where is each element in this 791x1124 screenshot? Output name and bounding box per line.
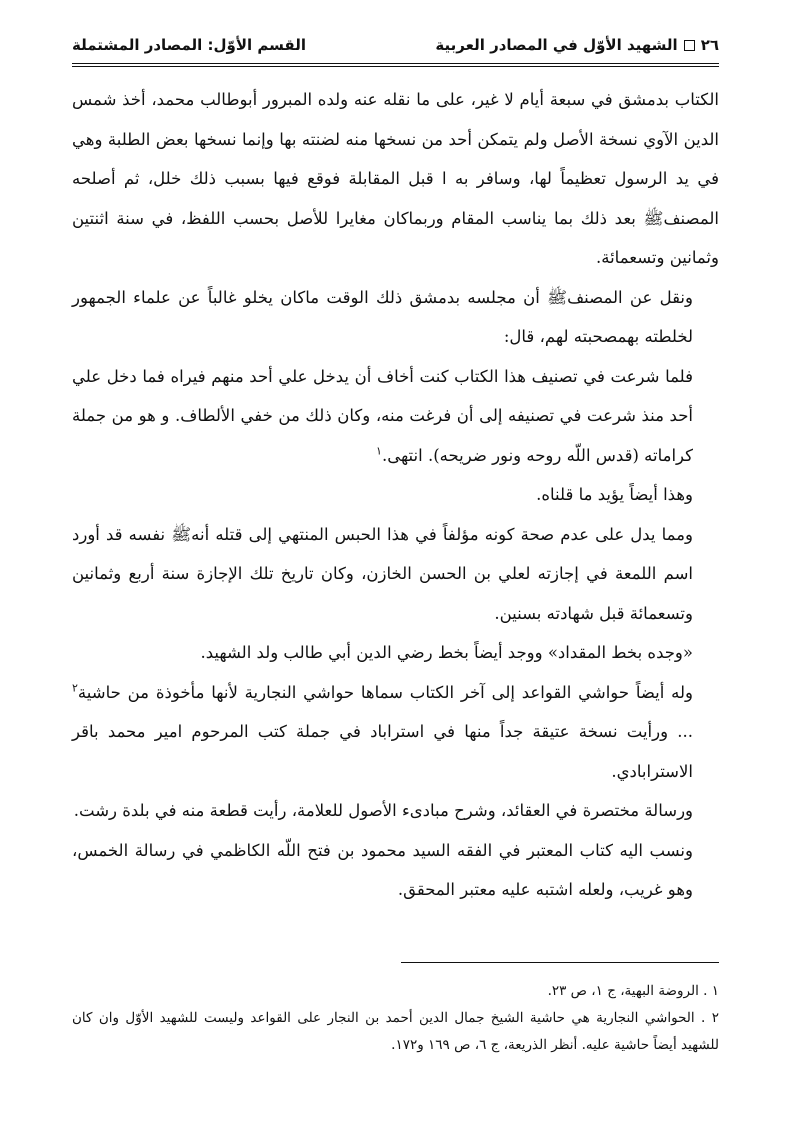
header-rule-thin <box>72 66 719 67</box>
header-rule <box>72 63 719 64</box>
paragraph: الكتاب بدمشق في سبعة أيام لا غير، على ما نقله عنه ولده المبرور أبوطالب محمد، أخذ شمس الدين الآوي نسخة الأصل ولم يتمكن أحد من نسخها منه لضنته بها وإنما نسخها بعض الطلبة وهي في يد الرسول تعظيماً لها، وسافر به ا قبل المقابلة فوقع فيها بسبب ذلك خلل، ثم أصلحه المصنفﷺ بعد ذلك بما يناسب المقام وربماكان مغايرا للأصل بحسب اللفظ، في سنة اثنتين وثمانين وتسعمائة. <box>72 90 719 267</box>
section-title: القسم الأوّل: المصادر المشتملة <box>72 36 306 54</box>
paragraph-text: وله أيضاً حواشي القواعد إلى آخر الكتاب سماها حواشي النجارية لأنها مأخوذة من حاشية <box>77 682 693 702</box>
paragraph-text-cont: ... ورأيت نسخة عتيقة جداً منها في استراباد في جملة كتب المرحوم امير محمد باقر الاسترابادي. <box>72 722 693 781</box>
paragraph: ونقل عن المصنفﷺ أن مجلسه بدمشق ذلك الوقت ماكان يخلو غالباً عن علماء الجمهور لخلطته بهمصحبته لهم، قال: <box>72 287 693 346</box>
main-text <box>72 80 719 910</box>
paragraph: ونسب اليه كتاب المعتبر في الفقه السيد محمود بن فتح اللّه الكاظمي في رسالة الخمس، وهو غريب، ولعله اشتبه عليه معتبر المحقق. <box>72 840 693 899</box>
paragraph: ورسالة مختصرة في العقائد، وشرح مبادىء الأصول للعلامة، رأيت قطعة منه في بلدة رشت. <box>73 801 693 820</box>
quoted-paragraph <box>72 357 719 476</box>
footnotes <box>72 978 719 1059</box>
square-ornament-icon <box>684 40 695 51</box>
quote-text: فلما شرعت في تصنيف هذا الكتاب كنت أخاف أن يدخل علي أحد منهم فيراه فما دخل علي أحد منذ شرعت في تصنيفه إلى أن فرغت منه، وكان ذلك من خفي الألطاف. و هو من جملة كراماته (قدس اللّه روحه ونور ضريحه). انتهى. <box>72 366 693 465</box>
paragraph: «وجده بخط المقداد» ووجد أيضاً بخط رضي الدين أبي طالب ولد الشهيد. <box>200 643 693 662</box>
header-right-group <box>435 36 719 54</box>
page-number: ٢٦ <box>700 36 719 54</box>
paragraph: ومما يدل على عدم صحة كونه مؤلفاً في هذا الحبس المنتهي إلى قتله أنهﷺ نفسه قد أورد اسم اللمعة في إجازته لعلي بن الحسن الخازن، وكان تاريخ تلك الإجازة سنة أربع وثمانين وتسعمائة قبل شهادته بسنين. <box>72 524 693 623</box>
footnote: ١ . الروضة البهية، ج ١، ص ٢٣. <box>547 983 719 999</box>
running-header <box>72 30 719 60</box>
paragraph: وهذا أيضاً يؤيد ما قلناه. <box>536 485 693 504</box>
footnote: ٢ . الحواشي النجارية هي حاشية الشيخ جمال الدين أحمد بن النجار على القواعد وليست للشهيد الأوّل وان كان للشهيد أيضاً حاشية عليه. أنظر الذريعة، ج ٦، ص ١٦٩ و١٧٢. <box>72 1010 719 1053</box>
paragraph <box>72 673 719 792</box>
footnote-separator <box>401 962 719 963</box>
footnote-mark: ١ <box>376 444 382 457</box>
book-title: الشهيد الأوّل في المصادر العربية <box>435 36 678 54</box>
footnote-mark: ٢ <box>72 681 78 694</box>
